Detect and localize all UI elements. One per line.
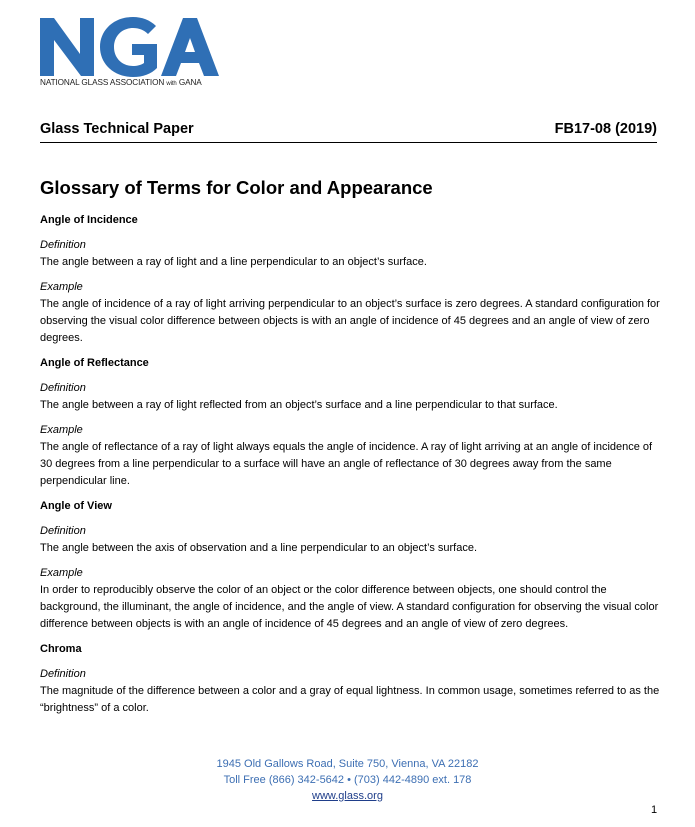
page-title: Glossary of Terms for Color and Appearance	[40, 177, 433, 198]
term-block	[40, 355, 660, 490]
glossary-content	[40, 212, 660, 725]
header-right: FB17-08 (2019)	[554, 121, 657, 137]
header-left: Glass Technical Paper	[40, 121, 194, 137]
document-header	[40, 121, 657, 143]
nga-logo-mark	[40, 14, 220, 78]
definition-text: The angle between a ray of light and a line perpendicular to an object’s surface.	[40, 256, 427, 268]
website-link[interactable]: www.glass.org	[312, 790, 383, 802]
definition-label: Definition	[40, 668, 86, 680]
example-text: In order to reproducibly observe the color of an object or the color difference between objects, one should control the background, the illuminant, the angle of incidence, and the angle of view. A standard configuration for observing the visual color difference between objects is with an angle of incidence of 45 degrees and an angle of view of zero degrees.	[40, 584, 659, 630]
definition-label: Definition	[40, 239, 86, 251]
definition-text: The angle between the axis of observation and a line perpendicular to an object’s surface.	[40, 542, 478, 554]
logo-subtitle: NATIONAL GLASS ASSOCIATION with GANA	[40, 78, 202, 87]
footer-address: 1945 Old Gallows Road, Suite 750, Vienna, VA 22182	[216, 758, 479, 770]
definition-label: Definition	[40, 525, 86, 537]
definition-text: The magnitude of the difference between a color and a gray of equal lightness. In common usage, sometimes referred to as the “brightness” of a color.	[40, 685, 660, 714]
footer-phone: Toll Free (866) 342-5642 • (703) 442-4890 ext. 178	[223, 774, 472, 786]
term-block	[40, 498, 660, 633]
example-text: The angle of incidence of a ray of light arriving perpendicular to an object’s surface is zero degrees. A standard configuration for observing the visual color difference between objects is with an angle of incidence of 45 degrees and an angle of view of zero degrees.	[40, 298, 660, 344]
definition-text: The angle between a ray of light reflected from an object’s surface and a line perpendicular to that surface.	[40, 399, 558, 411]
term-heading: Angle of View	[40, 500, 112, 512]
example-label: Example	[40, 281, 83, 293]
definition-label: Definition	[40, 382, 86, 394]
term-heading: Chroma	[40, 643, 82, 655]
example-text: The angle of reflectance of a ray of light always equals the angle of incidence. A ray of light arriving at an angle of incidence of 30 degrees from a line perpendicular to a surface will have an angle of reflectance of 30 degrees away from the same perpendicular line.	[40, 441, 653, 487]
term-block	[40, 641, 660, 717]
term-heading: Angle of Incidence	[40, 214, 138, 226]
page-footer	[0, 756, 695, 804]
nga-logo	[40, 14, 220, 88]
term-block	[40, 212, 660, 347]
example-label: Example	[40, 424, 83, 436]
term-heading: Angle of Reflectance	[40, 357, 149, 369]
page-number: 1	[651, 804, 658, 816]
example-label: Example	[40, 567, 83, 579]
